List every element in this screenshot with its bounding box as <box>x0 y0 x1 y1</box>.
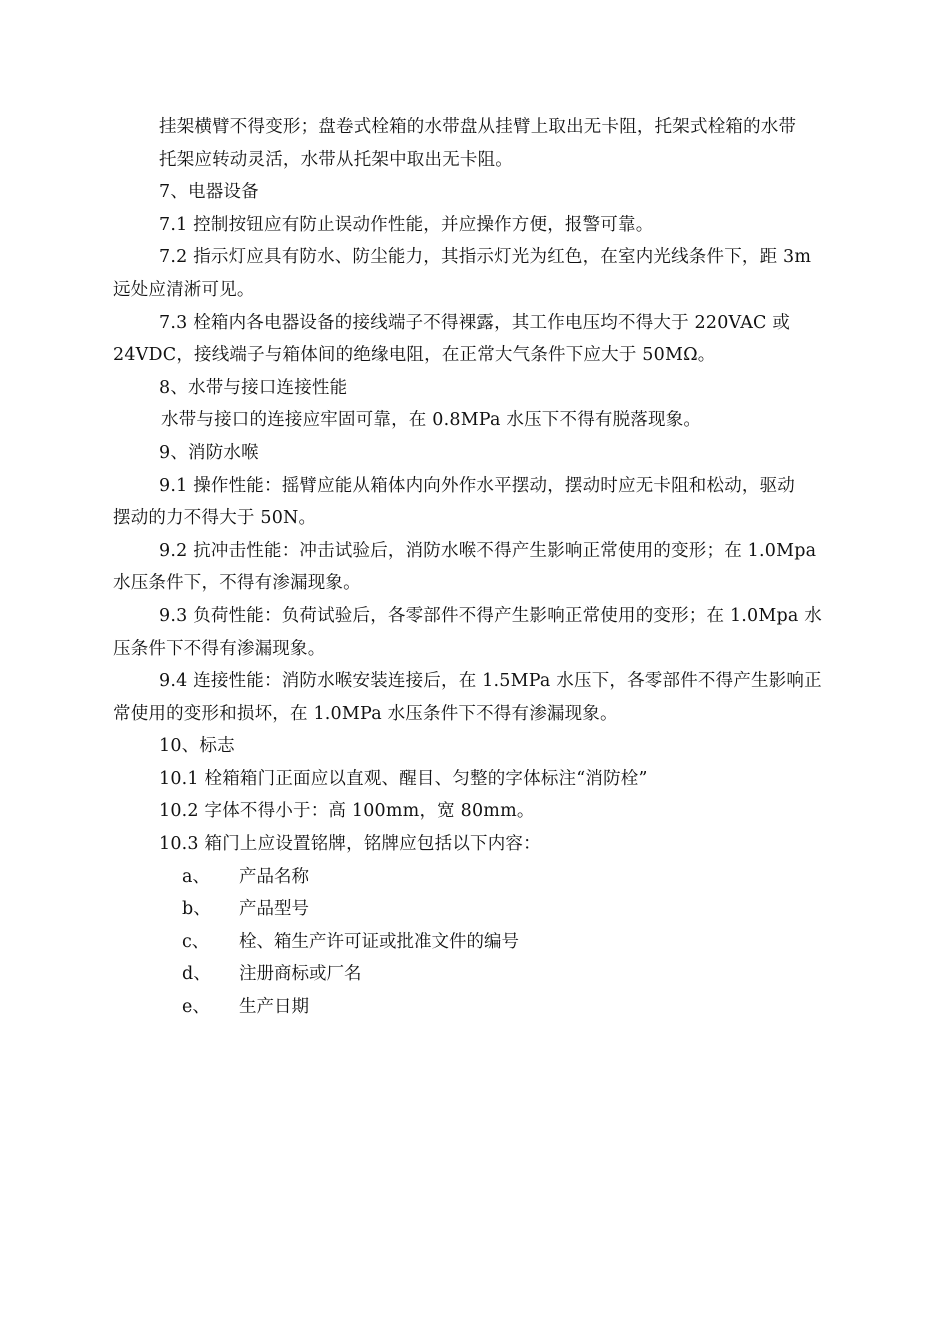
paragraph-line: 9.3 负荷性能：负荷试验后，各零部件不得产生影响正常使用的变形；在 1.0Mpa 水 <box>159 605 823 626</box>
paragraph-line: 摆动的力不得大于 50N。 <box>113 508 317 529</box>
list-item-text: 生产日期 <box>239 997 309 1018</box>
list-marker: e、 <box>182 997 210 1018</box>
list-item <box>113 991 863 1024</box>
list-item-text: 产品型号 <box>239 899 309 920</box>
list-item <box>113 861 863 894</box>
paragraph-line: 10.3 箱门上应设置铭牌，铭牌应包括以下内容： <box>159 834 541 855</box>
document-body <box>113 111 863 1024</box>
list-marker: d、 <box>182 964 211 985</box>
paragraph-line: 托架应转动灵活，水带从托架中取出无卡阻。 <box>159 149 513 170</box>
paragraph-line: 9.1 操作性能：摇臂应能从箱体内向外作水平摆动，摆动时应无卡阻和松动，驱动 <box>159 475 795 496</box>
section-heading: 10、标志 <box>159 736 235 757</box>
section-heading: 7、电器设备 <box>159 182 259 203</box>
paragraph-line: 水带与接口的连接应牢固可靠，在 0.8MPa 水压下不得有脱落现象。 <box>161 410 702 431</box>
list-marker: c、 <box>182 931 210 952</box>
list-item-text: 栓、箱生产许可证或批准文件的编号 <box>239 931 519 952</box>
paragraph-line: 7.2 指示灯应具有防水、防尘能力，其指示灯光为红色，在室内光线条件下，距 3m <box>159 247 812 268</box>
paragraph-line: 9.2 抗冲击性能：冲击试验后，消防水喉不得产生影响正常使用的变形；在 1.0Mpa <box>159 540 817 561</box>
paragraph-line: 挂架横臂不得变形；盘卷式栓箱的水带盘从挂臂上取出无卡阻，托架式栓箱的水带 <box>159 117 797 137</box>
paragraph-line: 压条件下不得有渗漏现象。 <box>113 638 326 659</box>
paragraph-line: 24VDC，接线端子与箱体间的绝缘电阻，在正常大气条件下应大于 50MΩ。 <box>113 345 716 366</box>
paragraph-line: 远处应清淅可见。 <box>113 279 255 300</box>
paragraph-line: 10.1 栓箱箱门正面应以直观、醒目、匀整的字体标注“消防栓” <box>159 768 648 789</box>
paragraph-line: 10.2 字体不得小于：高 100mm，宽 80mm。 <box>159 801 535 822</box>
paragraph-line: 9.4 连接性能：消防水喉安装连接后，在 1.5MPa 水压下，各零部件不得产生影响正 <box>159 671 822 692</box>
paragraph-line: 常使用的变形和损坏，在 1.0MPa 水压条件下不得有渗漏现象。 <box>113 703 618 724</box>
list-item <box>113 958 863 991</box>
list-marker: b、 <box>182 899 211 920</box>
list-marker: a、 <box>182 866 210 887</box>
section-heading: 8、水带与接口连接性能 <box>159 377 348 398</box>
paragraph-line: 7.1 控制按钮应有防止误动作性能，并应操作方便，报警可靠。 <box>159 214 654 235</box>
paragraph-line: 水压条件下，不得有渗漏现象。 <box>113 573 361 594</box>
list-item <box>113 926 863 959</box>
paragraph-line: 7.3 栓箱内各电器设备的接线端子不得裸露，其工作电压均不得大于 220VAC 或 <box>159 312 791 333</box>
list-item-text: 产品名称 <box>239 866 309 887</box>
list-item <box>113 893 863 926</box>
section-heading: 9、消防水喉 <box>159 442 259 463</box>
list-item-text: 注册商标或厂名 <box>239 964 362 985</box>
